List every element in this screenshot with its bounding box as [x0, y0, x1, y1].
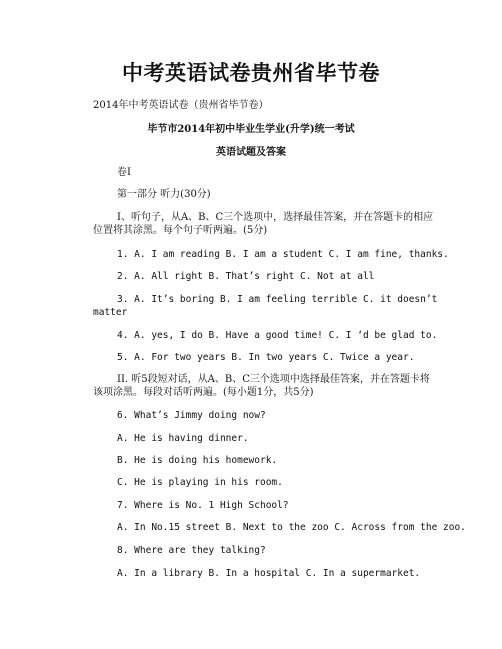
question-8: 8. Where are they talking? [117, 545, 266, 556]
question-7: 7. Where is No. 1 High School? [117, 500, 289, 511]
question-4: 4. A. yes, I do B. Have a good time! C. I ‘d be glad to. [117, 330, 438, 341]
question-1: 1. A. I am reading B. I am a student C. I am fine, thanks. [117, 249, 449, 260]
question-6-option-a: A. He is having dinner. [117, 433, 249, 444]
question-8-options: A. In a library B. In a hospital C. In a supermarket. [117, 568, 421, 579]
document-subtitle: 2014年中考英语试卷（贵州省毕节卷） [93, 100, 269, 111]
exam-heading: 毕节市2014年初中毕业生学业(升学)统一考试 [147, 124, 355, 135]
question-6-option-b: B. He is doing his homework. [117, 455, 278, 466]
section-one-instruction-line1: I、听句子，从A、B、C三个选项中，选择最佳答案，并在答题卡的相应 [117, 212, 434, 223]
question-3: 3. A. It’s boring B. I am feeling terrible C. it doesn’t [117, 294, 438, 305]
part-one-heading: 第一部分 听力(30分) [117, 189, 211, 200]
section-two-instruction-line1: II. 听5段短对话，从A、B、C三个选项中选择最佳答案，并在答题卡将 [117, 374, 430, 385]
question-2: 2. A. All right B. That’s right C. Not at all [117, 271, 375, 282]
document-title: 中考英语试卷贵州省毕节卷 [122, 60, 380, 85]
exam-subheading: 英语试题及答案 [216, 147, 286, 158]
question-6: 6. What’s Jimmy doing now? [117, 410, 266, 421]
question-3-continuation: matter [93, 307, 128, 318]
volume-label: 卷I [117, 167, 131, 178]
section-two-instruction-line2: 该项涂黑。每段对话听两遍。(每小题1分，共5分) [93, 387, 314, 398]
question-5: 5. A. For two years B. In two years C. Twice a year. [117, 352, 415, 363]
section-one-instruction-line2: 位置将其涂黑。每个句子听两遍。(5分) [93, 225, 268, 236]
question-6-option-c: C. He is playing in his room. [117, 477, 283, 488]
question-7-options: A. In No.15 street B. Next to the zoo C. Across from the zoo. [117, 522, 466, 533]
